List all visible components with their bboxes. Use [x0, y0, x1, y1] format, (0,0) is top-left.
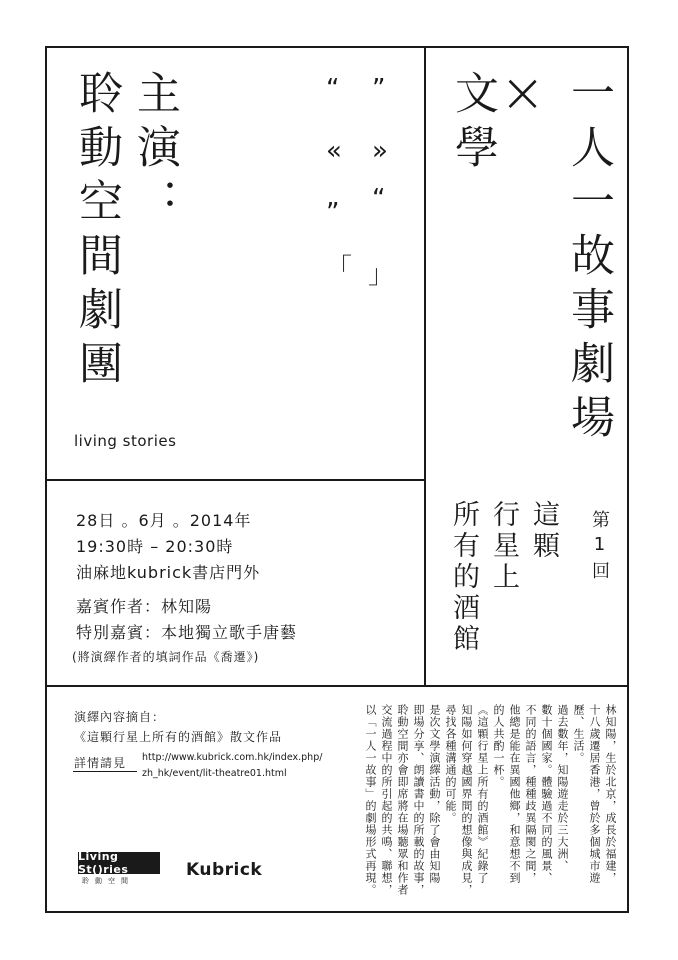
special-guest: 特別嘉賓：本地獨立歌手唐藝 [76, 623, 298, 642]
quote-mark: ” [326, 198, 340, 228]
description-line: 聆動空間亦會即席將在場聽眾和作者 [396, 704, 409, 896]
quote-mark: » [372, 136, 388, 166]
living-stories-logo-sub: 聆動空間 [82, 877, 134, 885]
description-line: 交流過程中的所引起的共鳴、聯想， [380, 704, 393, 896]
quote-mark: ” [372, 74, 386, 104]
episode-name-line3: 所有的酒館 [448, 500, 479, 655]
troupe-english-name: living stories [74, 432, 177, 450]
quote-mark: 」 [368, 260, 395, 290]
cross-mark: × [500, 61, 546, 124]
description-line: 不同的語言，種種歧異隔閡之間， [524, 704, 537, 884]
underline-details [73, 771, 137, 772]
quote-mark: 「 [326, 254, 353, 284]
episode-number: 第1回 [589, 510, 610, 585]
description-line: 尋找各種溝通的可能。 [444, 704, 457, 824]
divider-vertical-top [424, 46, 426, 686]
description-line: 知陽如何穿越國界間的想像與成見， [460, 704, 473, 896]
divider-horizontal-upper [45, 479, 426, 481]
special-guest-note: (將演繹作者的填詞作品《喬遷》) [72, 650, 260, 664]
event-time: 19:30時 – 20:30時 [76, 537, 234, 556]
episode-name-line2: 行星上 [488, 500, 519, 593]
description-line: 十八歲遷居香港，曾於多個城市遊 [588, 704, 601, 884]
event-url-line2[interactable]: zh_hk/event/lit-theatre01.html [142, 768, 287, 779]
description-line: 的人共酌一杯。 [492, 704, 505, 788]
quote-mark: “ [326, 74, 340, 104]
details-label: 詳情請見 [74, 756, 127, 770]
description-line: 數十個國家。體驗過不同的風景、 [540, 704, 553, 884]
kubrick-logo: Kubrick [186, 860, 263, 880]
description-line: 林知陽，生於北京，成長於福建， [604, 704, 617, 884]
event-venue: 油麻地kubrick書店門外 [76, 563, 261, 582]
event-url-line1[interactable]: http://www.kubrick.com.hk/index.php/ [142, 752, 323, 763]
excerpt-source: 《這顆行星上所有的酒館》散文作品 [74, 730, 283, 744]
description-line: 是次文學演繹活動，除了會由知陽 [428, 704, 441, 884]
episode-name-line1: 這顆 [528, 500, 559, 562]
quote-mark: “ [372, 184, 386, 214]
description-line: 《這顆行星上所有的酒館》紀錄了 [476, 704, 489, 884]
guest-writer: 嘉賓作者：林知陽 [76, 597, 213, 616]
description-line: 過去數年，知陽遊走於三大洲、 [556, 704, 569, 872]
divider-horizontal-lower [45, 685, 629, 687]
living-stories-logo: Living St()ries [78, 852, 160, 874]
starring-label: 主演： [129, 70, 180, 232]
description-line: 他總是能在異國他鄉，和意想不到 [508, 704, 521, 884]
excerpt-label: 演繹內容摘自： [74, 710, 166, 724]
description-line: 歷、生活。 [572, 704, 585, 764]
event-date: 28日 。6月 。2014年 [76, 511, 252, 530]
troupe-name: 聆動空間劇團 [71, 70, 122, 394]
event-title: 一人一故事劇場 [563, 70, 614, 448]
description-line: 以「一人一故事」的劇場形式再現。 [364, 704, 377, 896]
quote-mark: « [326, 136, 342, 166]
description-text [362, 704, 618, 904]
description-line: 即場分享、朗讀書中的所載的故事， [412, 704, 425, 896]
literature-title: 文學 [447, 70, 498, 178]
